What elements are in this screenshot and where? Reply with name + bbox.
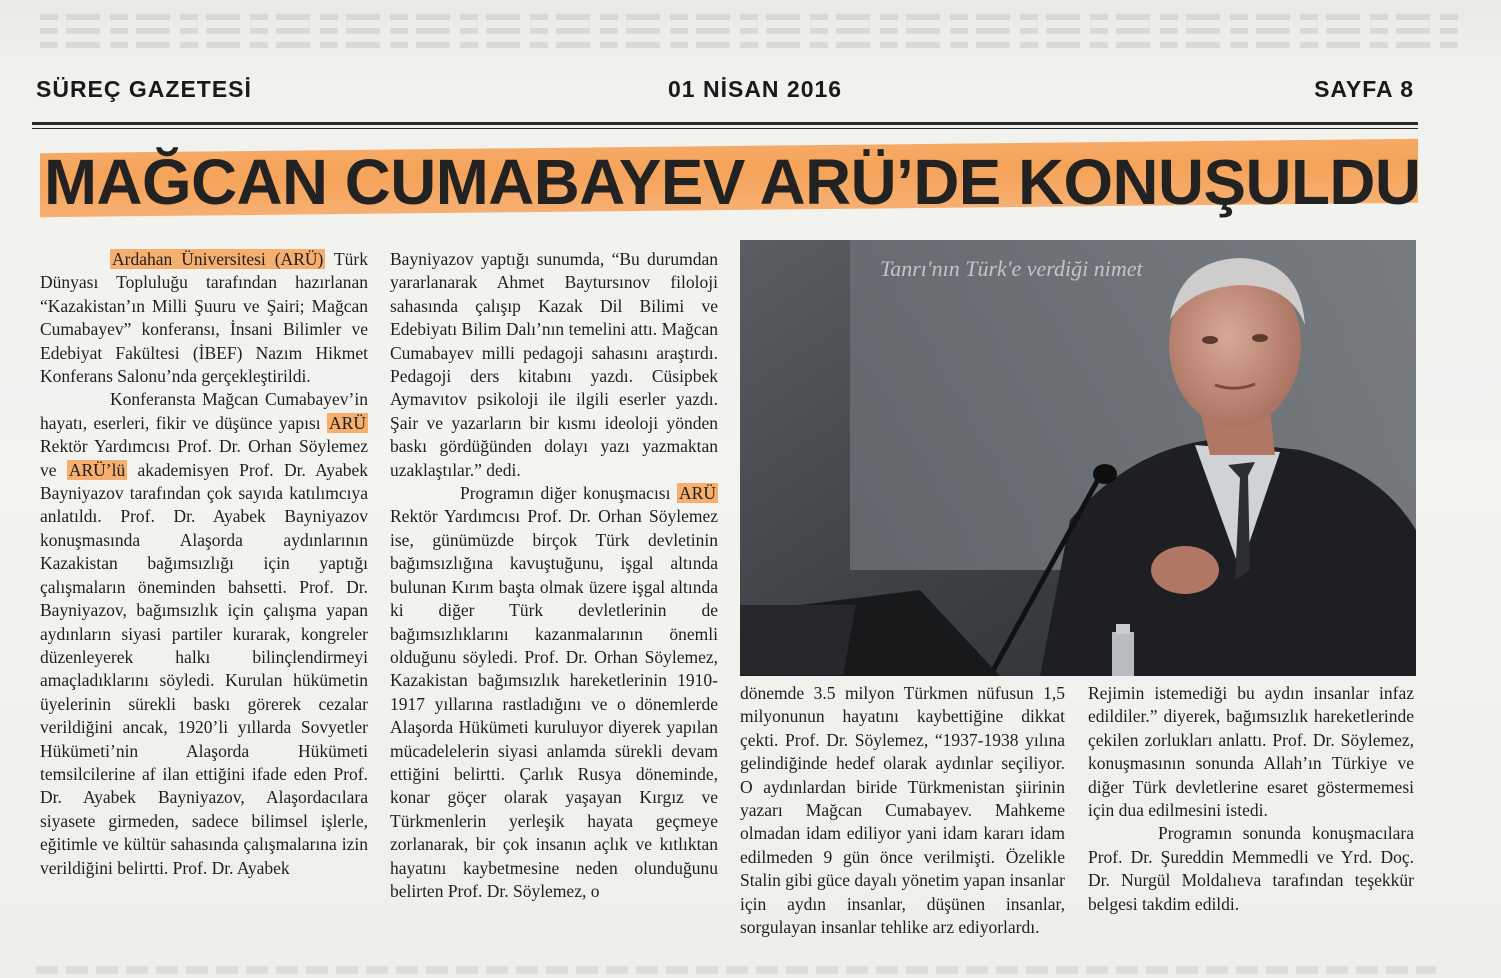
masthead-rule <box>32 122 1418 125</box>
paragraph-text: akademisyen Prof. Dr. Ayabek Bayniyazov tarafından çok sayıda katılımcıya anlatıldı. Prof. Dr. Ayabek Bayniyazov konuşmasında Alaşorda aydınlarının Kazakistan bağımsızlığı için yaptığı çalışmaların öneminden bahsetti. Prof. Dr. Bayniyazov, bağımsızlık için çalışma yapan aydınların siyasi partiler kurarak, kongreler düzenleyerek halkı bilinçlendirmeyi amaçladıklarını söyledi. Kurulan hükümetin üyelerinin sürekli baskı görerek cezalar verildiğini ancak, 1920’li yıllarda Sovyetler Hükümeti’nin Alaşorda Hükümeti temsilcilerine af ilan ettiğini ifade eden Prof. Dr. Ayabek Bayniyazov, Alaşordacılara siyasete girmeden, sadece bilimsel işlerle, eğitimle ve kültür sahasında çalışmalarına izin verildiğini belirtti. Prof. Dr. Ayabek <box>40 459 368 878</box>
reverse-side-bleed-bottom <box>36 966 1436 974</box>
article-photo <box>740 240 1416 676</box>
paragraph-text: Konferansta Mağcan Cumabayev’in hayatı, eserleri, fikir ve düşünce yapısı <box>40 389 368 433</box>
paragraph-text: Rektör Yardımcısı Prof. Dr. Orhan Söylemez ise, günümüzde birçok Türk devletinin bağımsızlığına kavuştuğunu, işgal altında bulunan Kırım başta olmak üzere işgal altında ki diğer Türk devletlerinin de bağımsızlıklarını kazanmalarının önemli olduğunu söyledi. Prof. Dr. Orhan Söylemez, Kazakistan bağımsızlık hareketlerinin 1910-1917 yıllarına rastladığını ve o dönemlerde Alaşorda Hükümeti kuruluyor diyerek yapılan mücadelelerin siyasi anlamda sürekli devam ettiğini belirtti. Çarlık Rusya döneminde, konar göçer olarak yaşayan Kırgız ve Türkmenlerin yerleşik hayata geçmeye zorlanarak, bir çok insanın açlık ve kıtlıktan hayatını kaybetmesine neden olunduğunu belirten Prof. Dr. Söylemez, o <box>390 506 718 901</box>
masthead <box>36 76 1414 106</box>
highlighted-text: ARÜ <box>329 412 366 433</box>
article-column-2 <box>390 248 718 903</box>
issue-date: 01 NİSAN 2016 <box>668 76 843 102</box>
paragraph: Programın sonunda konuşmacılara Prof. Dr. Şureddin Memmedli ve Yrd. Doç. Dr. Nurgül Moldalıeva tarafından teşekkür belgesi takdim edildi. <box>1088 823 1414 914</box>
water-bottle <box>1112 632 1134 676</box>
highlighted-text: ARÜ’lü <box>68 459 126 480</box>
newspaper-name: SÜREÇ GAZETESİ <box>36 76 252 102</box>
paragraph: Bayniyazov yaptığı sunumda, “Bu durumdan yararlanarak Ahmet Baytursınov filoloji sahasında çalışıp Kazak Dil Bilimi ve Edebiyatı Bilim Dalı’nın temelini attı. Mağcan Cumabayev milli pedagoji sahasını araştırdı. Pedagoji ders kitabını yazdı. Cüsipbek Aymavıtov psikoloji ile ilgili eserler yazdı. Şair ve yazarların bir kısmı ideoloji yönden baskı gördüğünden dolayı yazı yazmaktan uzaklaştılar.” dedi. <box>390 249 718 480</box>
article-column-1 <box>40 248 368 880</box>
headline: MAĞCAN CUMABAYEV ARÜ’DE KONUŞULDU <box>44 146 1421 218</box>
screen-text: Tanrı'nın Türk'e verdiği nimet <box>880 256 1143 281</box>
paragraph: dönemde 3.5 milyon Türkmen nüfusun 1,5 milyonunun hayatını kaybettiğine dikkat çekti. Prof. Dr. Söylemez, “1937-1938 yılına gelindiğinde hedef olarak aydınlar seçiliyor. O aydınlardan biride Türkmenistan şiirinin yazarı Mağcan Cumabayev. Mahkeme olmadan idam ediliyor yani idam kararı idam edilmeden 9 gün önce verilmişti. Özelikle Stalin gibi güce dayalı yönetim yapan insanlar için aydın insanlar, düşünen insanlar, sorgulayan insanlar tehlike arz ediyorlardı. <box>740 683 1065 938</box>
paragraph-text: Türk Dünyası Topluluğu tarafından hazırlanan “Kazakistan’ın Milli Şuuru ve Şairi; Mağcan Cumabayev” konferansı, İnsani Bilimler ve Edebiyat Fakültesi (İBEF) Nazım Hikmet Konferans Salonu’nda gerçekleştirildi. <box>40 249 368 387</box>
article-column-3 <box>740 682 1065 939</box>
article-column-4 <box>1088 682 1414 916</box>
page-number: SAYFA 8 <box>1314 76 1414 102</box>
paragraph: Rejimin istemediği bu aydın insanlar infaz edildiler.” diyerek, bağımsızlık hareketlerinde çekilen zorlukları anlattı. Prof. Dr. Söylemez, konuşmasının sonunda Allah’ın Türkiye ve diğer Türk devletlerine esaret göstermemesi için dua edilmesini istedi. <box>1088 683 1414 821</box>
speaker-photo <box>740 240 1416 676</box>
paragraph <box>40 248 368 388</box>
masthead-rule-thin <box>32 128 1418 129</box>
paragraph <box>40 388 368 880</box>
paragraph <box>390 482 718 903</box>
highlighted-text: Ardahan Üniversitesi (ARÜ) <box>112 249 324 269</box>
highlighted-text: ARÜ <box>679 483 716 504</box>
reverse-side-bleed <box>40 6 1460 66</box>
microphone <box>1093 464 1117 484</box>
paragraph-text: Programın diğer konuşmacısı <box>460 483 678 504</box>
paragraph-text: Rektör Yardımcısı Prof. Dr. Orhan Söylemez ve <box>40 436 368 480</box>
